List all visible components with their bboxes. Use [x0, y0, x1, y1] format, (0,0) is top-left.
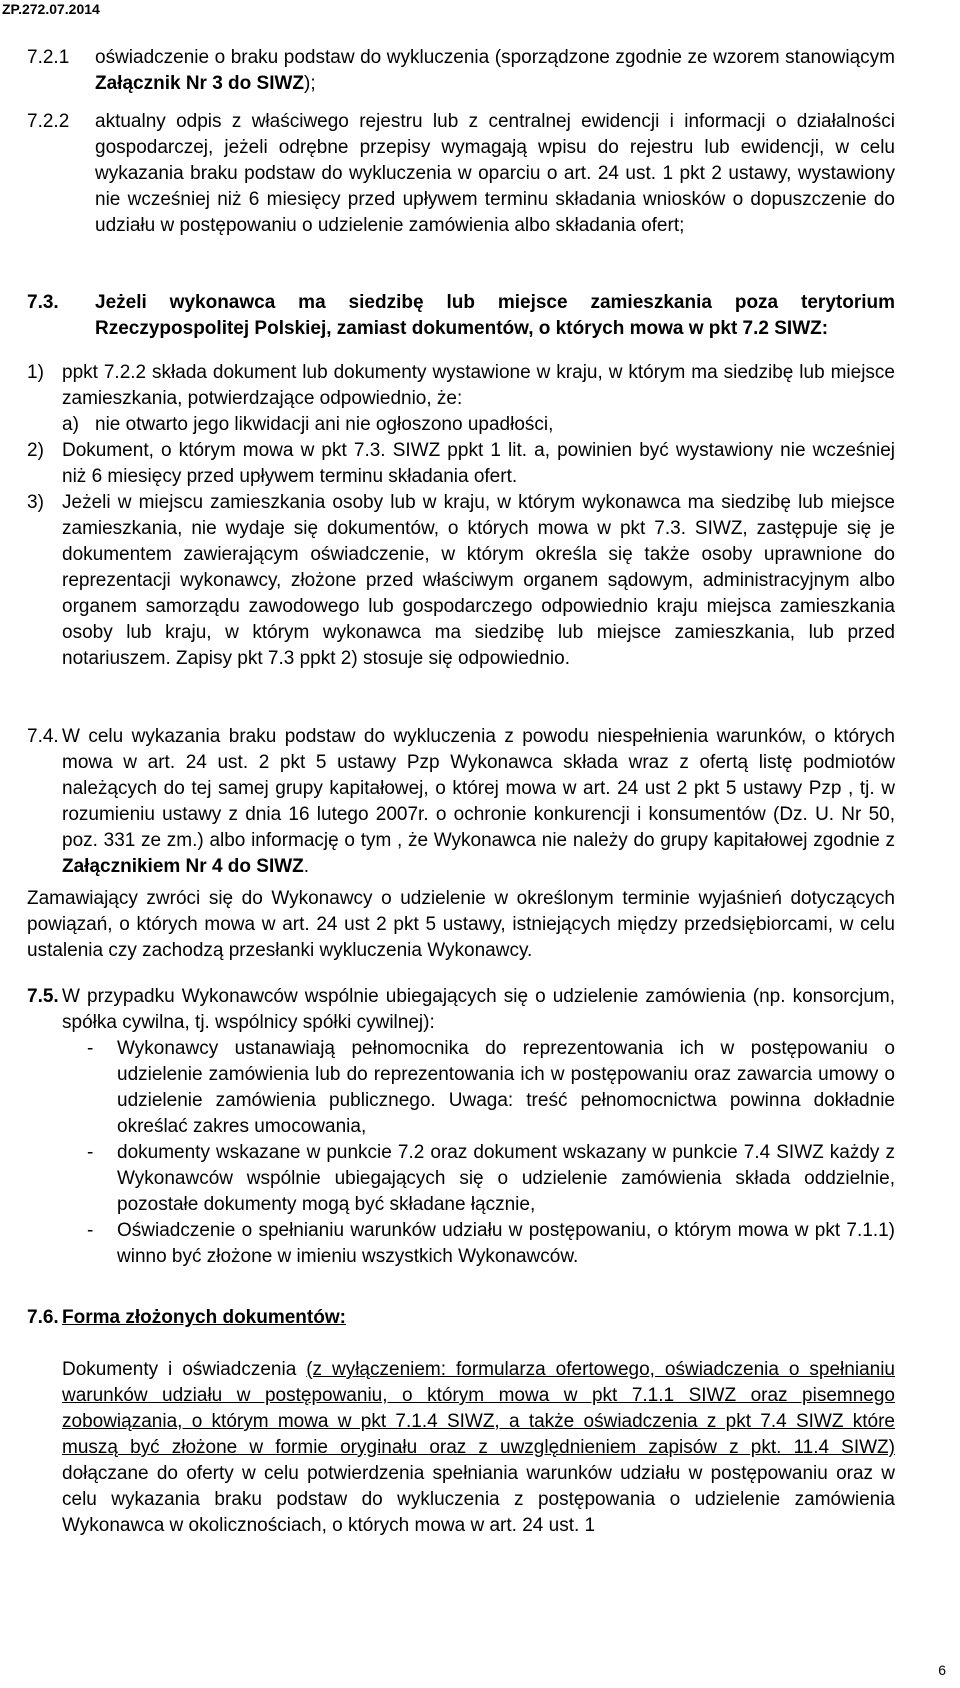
- section-7-5-text: W przypadku Wykonawców wspólnie ubiegających się o udzielenie zamówienia (np. konsorcjum, spółka cywilna, tj. wspólnicy spółki cywilnej):: [62, 986, 895, 1033]
- section-7-3-text: Jeżeli wykonawca ma siedzibę lub miejsce zamieszkania poza terytorium Rzeczypospolitej Polskiej, zamiast dokumentów, o których mowa w pkt 7.2 SIWZ:: [95, 292, 895, 339]
- list-dash-3: -: [87, 1220, 94, 1241]
- section-7-6-title: Forma złożonych dokumentów:: [62, 1307, 346, 1328]
- list-dash-1: -: [87, 1038, 94, 1059]
- joint-bidders-item-1: Wykonawcy ustanawiają pełnomocnika do reprezentowania ich w postępowaniu o udzielenie zamówienia lub do reprezentowania ich w postępowaniu oraz zawarcia umowy o udzielenie zamówienia publicznego. Uwaga: treść pełnomocnictwa powinna dokładnie określać zakres umocowania,: [117, 1038, 895, 1137]
- list-number-3: 3): [27, 492, 44, 513]
- paragraph-zamawiajacy: Zamawiający zwróci się do Wykonawcy o udzielenie w określonym terminie wyjaśnień dotyczących powiązań, o których mowa w art. 24 ust 2 pkt 5 ustawy, istniejących między przedsiębiorcami, w celu ustalenia czy zachodzą przesłanki wykluczenia Wykonawcy.: [27, 888, 895, 961]
- section-7-2-2-text: aktualny odpis z właściwego rejestru lub z centralnej ewidencji i informacji o działalności gospodarczej, jeżeli odrębne przepisy wymagają wpisu do rejestru lub ewidencji, w celu wykazania braku podstaw do wykluczenia w oparciu o art. 24 ust. 1 pkt 2 ustawy, wystawiony nie wcześniej niż 6 miesięcy przed upływem terminu składania wniosków o dopuszczenie do udziału w postępowaniu o udzielenie zamówienia albo składania ofert;: [95, 111, 895, 236]
- list-item-a-text: nie otwarto jego likwidacji ani nie ogłoszono upadłości,: [95, 414, 554, 435]
- page-number: 6: [938, 1662, 946, 1678]
- joint-bidders-item-3: Oświadczenie o spełnianiu warunków udziału w postępowaniu, o którym mowa w pkt 7.1.1) winno być złożone w imieniu wszystkich Wykonawców.: [117, 1220, 895, 1267]
- section-number-7-5: 7.5.: [27, 986, 59, 1007]
- list-number-1: 1): [27, 362, 44, 383]
- list-dash-2: -: [87, 1142, 94, 1163]
- list-item-1-text: ppkt 7.2.2 składa dokument lub dokumenty wystawione w kraju, w którym ma siedzibę lub miejsce zamieszkania, potwierdzające odpowiednio, że:: [62, 362, 895, 409]
- list-letter-a: a): [62, 414, 79, 435]
- section-number-7-2-1: 7.2.1: [27, 47, 70, 68]
- section-number-7-4: 7.4.: [27, 726, 59, 747]
- section-number-7-3: 7.3.: [27, 292, 59, 313]
- section-7-4-text: W celu wykazania braku podstaw do wykluczenia z powodu niespełnienia warunków, o których mowa w art. 24 ust. 2 pkt 5 ustawy Pzp Wykonawca składa wraz z ofertą listę podmiotów należących do tej samej grupy kapitałowej, o której mowa w art. 24 ust 2 pkt 5 ustawy Pzp , tj. w rozumieniu ustawy z dnia 16 lutego 2007r. o ochronie konkurencji i konsumentów (Dz. U. Nr 50, poz. 331 ze zm.) albo informację o tym , że Wykonawca nie należy do grupy kapitałowej zgodnie z Załącznikiem Nr 4 do SIWZ.: [62, 726, 895, 877]
- section-number-7-6: 7.6.: [27, 1307, 59, 1328]
- section-number-7-2-2: 7.2.2: [27, 111, 70, 132]
- document-header: ZP.272.07.2014: [2, 1, 100, 17]
- joint-bidders-item-2: dokumenty wskazane w punkcie 7.2 oraz dokument wskazany w punkcie 7.4 SIWZ każdy z Wykonawców wspólnie ubiegających się o udzielenie zamówienia składa oddzielnie, pozostałe dokumenty mogą być składane łącznie,: [117, 1142, 895, 1215]
- section-7-6-paragraph: Dokumenty i oświadczenia (z wyłączeniem: formularza ofertowego, oświadczenia o spełnianiu warunków udziału w postępowaniu, o którym mowa w pkt 7.1.1 SIWZ oraz pisemnego zobowiązania, o którym mowa w pkt 7.1.4 SIWZ, a także oświadczenia z pkt 7.4 SIWZ które muszą być złożone w formie oryginału oraz z uwzględnieniem zapisów z pkt. 11.4 SIWZ) dołączane do oferty w celu potwierdzenia spełniania warunków udziału w postępowaniu oraz w celu wykazania braku podstaw do wykluczenia z postępowania o udzielenie zamówienia Wykonawca w okolicznościach, o których mowa w art. 24 ust. 1: [62, 1359, 895, 1536]
- section-7-2-1-text: oświadczenie o braku podstaw do wykluczenia (sporządzone zgodnie ze wzorem stanowiącym Załącznik Nr 3 do SIWZ);: [95, 47, 895, 94]
- list-item-3-text: Jeżeli w miejscu zamieszkania osoby lub w kraju, w którym wykonawca ma siedzibę lub miejsce zamieszkania, nie wydaje się dokumentów, o których mowa w pkt 7.3. SIWZ, zastępuje się je dokumentem zawierającym oświadczenie, w którym określa się także osoby uprawnione do reprezentacji wykonawcy, złożone przed właściwym organem sądowym, administracyjnym albo organem samorządu zawodowego lub gospodarczego odpowiednio kraju miejsca zamieszkania osoby lub kraju, w którym wykonawca ma siedzibę lub miejsce zamieszkania, lub przed notariuszem. Zapisy pkt 7.3 ppkt 2) stosuje się odpowiednio.: [62, 492, 895, 669]
- list-number-2: 2): [27, 440, 44, 461]
- list-item-2-text: Dokument, o którym mowa w pkt 7.3. SIWZ ppkt 1 lit. a, powinien być wystawiony nie wcześniej niż 6 miesięcy przed upływem terminu składania ofert.: [62, 440, 895, 487]
